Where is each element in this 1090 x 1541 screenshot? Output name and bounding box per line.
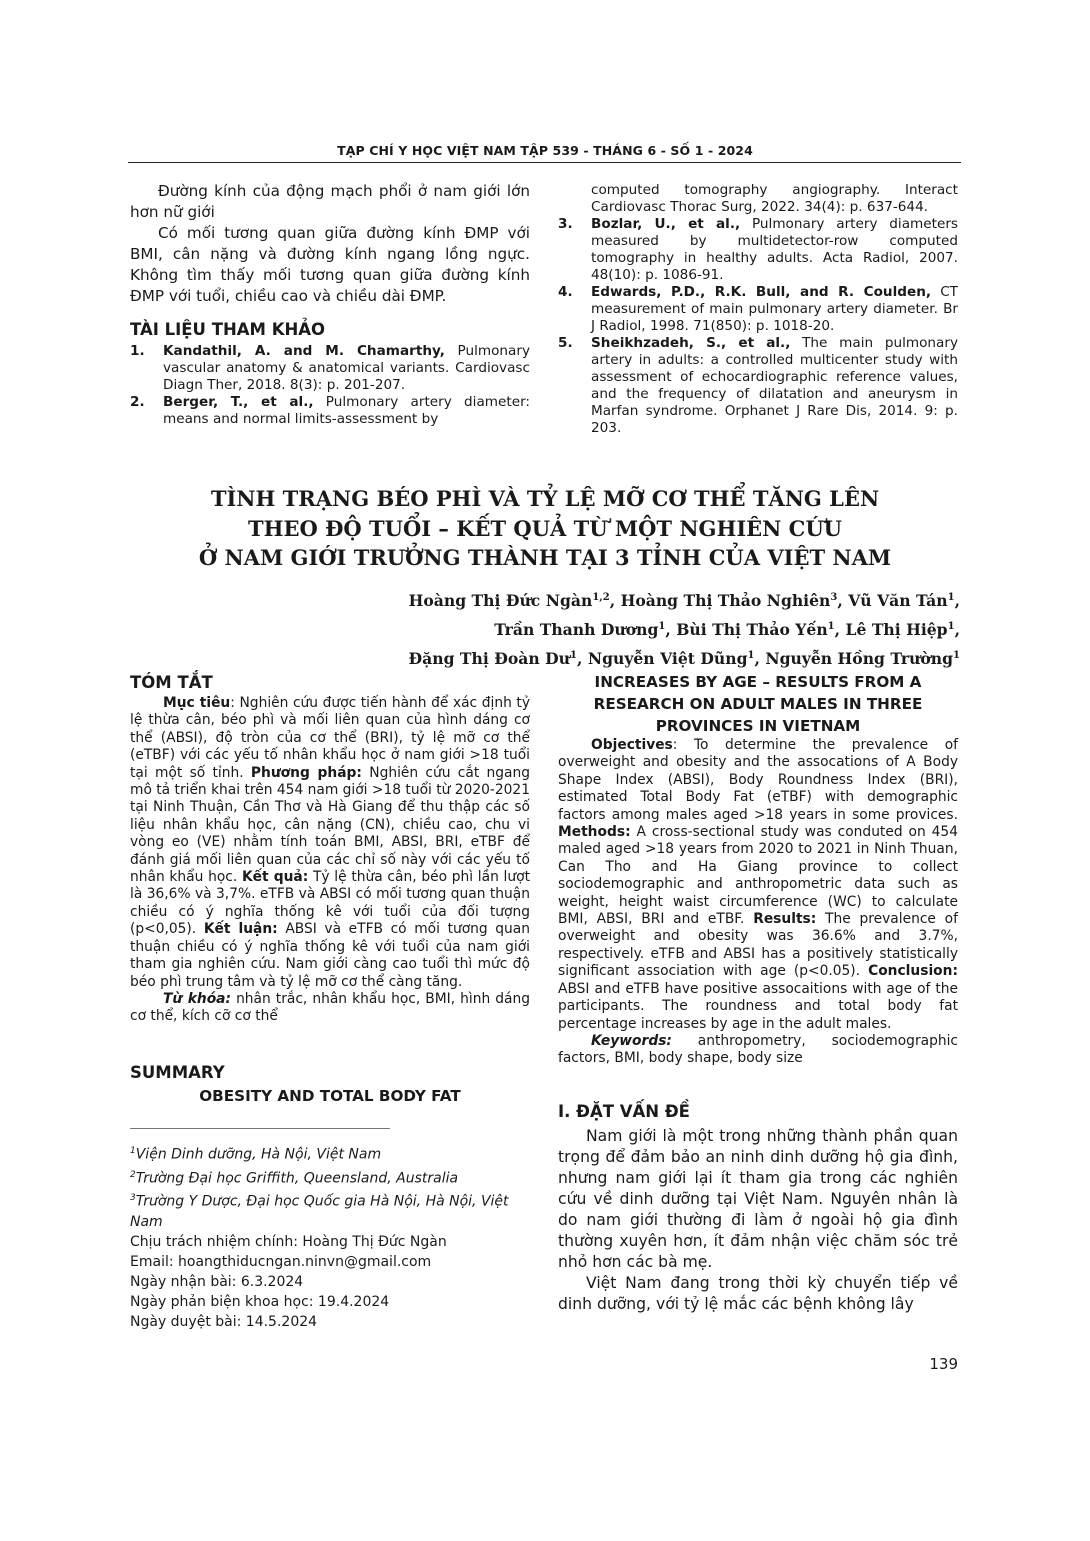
objective-label: Mục tiêu xyxy=(163,695,231,711)
author-name: Vũ Văn Tán xyxy=(848,591,948,611)
responsible-author: Chịu trách nhiệm chính: Hoàng Thị Đức Ngàn xyxy=(130,1233,447,1250)
author-name: Nguyễn Việt Dũng xyxy=(587,649,748,669)
author-name: Bùi Thị Thảo Yến xyxy=(676,620,828,640)
affiliation: $^3$Trường Y Dược, Đại học Quốc gia Hà Nội, Hà Nội, Việt Nam xyxy=(130,1193,509,1230)
reference-authors: Edwards, P.D., R.K. Bull, and R. Coulden, xyxy=(591,284,932,300)
article-title-line: Ở NAM GIỚI TRƯỞNG THÀNH TẠI 3 TỈNH CỦA VIỆT NAM xyxy=(198,545,892,570)
conclusion-label: Conclusion: xyxy=(868,963,958,980)
author-name: Lê Thị Hiệp xyxy=(845,620,948,640)
en-title-continued: INCREASES BY AGE – RESULTS FROM A RESEARCH ON ADULT MALES IN THREE PROVINCES IN VIETNAM xyxy=(593,673,923,735)
reference-continuation: computed tomography angiography. Interact Cardiovasc Thorac Surg, 2022. 34(4): p. 637-644. xyxy=(591,182,958,215)
conclusion-label: Kết luận: xyxy=(203,921,278,938)
article-title xyxy=(150,484,940,573)
article-title-line: TÌNH TRẠNG BÉO PHÌ VÀ TỶ LỆ MỠ CƠ THỂ TĂNG LÊN xyxy=(210,486,880,511)
references-list-left xyxy=(130,343,530,428)
reference-text: CT measurement of main pulmonary artery diameter. Br J Radiol, 1998. 71(850): p. 1018-20. xyxy=(591,284,958,334)
prev-conclusion xyxy=(130,181,530,307)
date-reviewed: Ngày phản biện khoa học: 19.4.2024 xyxy=(130,1293,390,1310)
reference-number: 4. xyxy=(558,284,573,300)
author-affiliation: 3 xyxy=(830,592,838,603)
author-name: Đặng Thị Đoàn Dư xyxy=(408,649,570,669)
date-received: Ngày nhận bài: 6.3.2024 xyxy=(130,1273,304,1290)
author-affiliation: 1 xyxy=(947,592,955,603)
methods-label: Phương pháp: xyxy=(250,764,362,781)
contact-email: Email: hoangthiducngan.ninvn@gmail.com xyxy=(130,1253,432,1270)
author-name: Nguyễn Hồng Trường xyxy=(765,649,954,669)
article-title-line: THEO ĐỘ TUỔI – KẾT QUẢ TỪ MỘT NGHIÊN CỨU xyxy=(248,515,842,541)
keywords-vi: Từ khóa: nhân trắc, nhân khẩu học, BMI, hình dáng cơ thể, kích cỡ cơ thể xyxy=(130,990,530,1025)
date-accepted: Ngày duyệt bài: 14.5.2024 xyxy=(130,1313,318,1330)
references-list-right xyxy=(558,182,958,437)
reference-number: 1. xyxy=(130,343,145,359)
prev-conclusion-para-1: Đường kính của động mạch phổi ở nam giới lớn hơn nữ giới xyxy=(130,182,530,221)
intro-paragraph: Việt Nam đang trong thời kỳ chuyển tiếp về dinh dưỡng, với tỷ lệ mắc các bệnh không lây xyxy=(558,1274,958,1313)
author-affiliation: 1 xyxy=(827,621,835,633)
summary-en-heading: SUMMARY xyxy=(130,1063,225,1082)
author-name: Hoàng Thị Thảo Nghiên xyxy=(620,591,831,611)
reference-authors: Sheikhzadeh, S., et al., xyxy=(591,335,791,351)
keywords-label: Từ khóa: xyxy=(163,990,232,1007)
header-rule xyxy=(128,162,961,163)
summary-vi-body xyxy=(130,695,530,1026)
keywords-label: Keywords: xyxy=(591,1032,672,1049)
references-heading: TÀI LIỆU THAM KHẢO xyxy=(130,320,326,339)
reference-text: Pulmonary artery diameters measured by multidetector-row computed tomography in healthy adults. Acta Radiol, 2007. 48(10): p. 1086-91. xyxy=(591,216,958,283)
author-affiliation: 1 xyxy=(570,650,577,662)
results-label: Kết quả: xyxy=(241,869,309,886)
author-affiliation: 1 xyxy=(658,621,666,633)
author-affiliation: 1 xyxy=(953,650,960,662)
results-label: Results: xyxy=(753,911,817,928)
reference-text: The main pulmonary artery in adults: a controlled multicenter study with assessment of echocardiographic reference values, and the frequency of dilatation and aneurysm in Marfan syndrome. Orphanet J Rare Dis, 2014. 9: p. 203. xyxy=(591,335,959,436)
reference-number: 2. xyxy=(130,394,145,410)
affiliation: $^2$Trường Đại học Griffith, Queensland, Australia xyxy=(130,1169,459,1187)
intro-paragraph: Nam giới là một trong những thành phần quan trọng để đảm bảo an ninh dinh dưỡng hộ gia đình, nhưng nam giới lại ít tham gia trong các nghiên cứu về dinh dưỡng tại Việt Nam. Nguyên nhân là do nam giới thường đi làm ở ngoài hộ gia đình thường xuyên hơn, ít đảm nhận việc chăm sóc trẻ nhỏ hơn các bà mẹ. xyxy=(558,1127,958,1271)
summary-vi-paragraph: Mục tiêu: Nghiên cứu được tiến hành để xác định tỷ lệ thừa cân, béo phì và mối liên quan của hình dáng cơ thể (ABSI), độ tròn của cơ thể (BRI), tỷ lệ mỡ cơ thể (eTBF) với các yếu tố nhân khẩu học ở nam giới >18 tuổi tại một số tỉnh. Phương pháp: Nghiên cứu cắt ngang mô tả triển khai trên 454 nam giới >18 tuổi từ 2020-2021 tại Ninh Thuận, Cần Thơ và Hà Giang để thu thập các số liệu nhân khẩu học, cân nặng (CN), chiều cao, chu vi vòng eo (VE) nhằm tính toán BMI, ABSI, BRI, eTBF để đánh giá mối liên quan của các chỉ số này với các yếu tố nhân khẩu học. Kết quả: Tỷ lệ thừa cân, béo phì lần lượt là 36,6% và 3,7%. eTFB và ABSI có mối tương quan thuận chiều có ý nghĩa thống kê với tuổi của đối tượng (p<0,05). Kết luận: ABSI và eTFB có mối tương quan thuận chiều có ý nghĩa thống kê với tuổi của nam giới tham gia nghiên cứu. Nam giới càng cao tuổi thì mức độ béo phì trung tâm và tỷ lệ mỡ cơ thể càng tăng. xyxy=(130,695,530,990)
author-line: Trần Thanh Dương$^1$, Bùi Thị Thảo Yến$^1$, Lê Thị Hiệp$^1$, xyxy=(494,620,960,640)
author-line: Hoàng Thị Đức Ngàn$^{1,2}$, Hoàng Thị Thảo Nghiên$^3$, Vũ Văn Tán$^1$, xyxy=(408,591,960,611)
prev-conclusion-para-2: Có mối tương quan giữa đường kính ĐMP với BMI, cân nặng và đường kính ngang lồng ngực. Không tìm thấy mối tương quan giữa đường kính ĐMP với tuổi, chiều cao và chiều dài ĐMP. xyxy=(130,224,530,305)
reference-item xyxy=(558,216,958,284)
author-list xyxy=(300,585,960,673)
intro-heading: I. ĐẶT VẤN ĐỀ xyxy=(558,1102,690,1121)
reference-item xyxy=(558,284,958,335)
affiliation: $^1$Viện Dinh dưỡng, Hà Nội, Việt Nam xyxy=(130,1146,382,1163)
methods-label: Methods: xyxy=(558,824,631,841)
reference-text: Pulmonary artery diameter: means and normal limits-assessment by xyxy=(163,394,530,427)
reference-authors: Bozlar, U., et al., xyxy=(591,216,741,232)
reference-number: 5. xyxy=(558,335,573,351)
page-number: 139 xyxy=(929,1355,958,1373)
reference-item xyxy=(558,335,958,437)
reference-item xyxy=(130,343,530,394)
intro-body xyxy=(558,1126,958,1315)
author-name: Hoàng Thị Đức Ngàn xyxy=(408,591,593,611)
author-affiliation: 1 xyxy=(947,621,955,633)
en-title-line-1: OBESITY AND TOTAL BODY FAT xyxy=(199,1087,461,1105)
author-line: Đặng Thị Đoàn $Dư^1$, Nguyễn Việt Dũng$^1$, Nguyễn Hồng Trường$^1$ xyxy=(408,649,960,669)
author-affiliation: 1,2 xyxy=(592,592,610,603)
author-affiliation: 1 xyxy=(747,650,755,662)
reference-authors: Kandathil, A. and M. Chamarthy, xyxy=(163,343,445,359)
keywords-en: Keywords: anthropometry, sociodemographic factors, BMI, body shape, body size xyxy=(558,1032,958,1067)
summary-en-paragraph: Objectives: To determine the prevalence of overweight and obesity and the assocations of A Body Shape Index (ABSI), Body Roundness Index (BRI), estimated Total Body Fat (eTBF) with demographic factors among males aged >18 years in some provices. Methods: A cross-sectional study was conduted on 454 maled aged >18 years from 2020 to 2021 in Ninh Thuan, Can Tho and Ha Giang province to collect sociodemographic and anthropometric data such as weight, height waist circumference (WC) to calculate BMI, ABSI, BRI and eTBF. Results: The prevalence of overweight and obesity was 36.6% and 3.7%, respectively. eTFB and ABSI has a positively statistically significant association with age (p<0.05). Conclusion: ABSI and eTFB have positive assocaitions with age of the participants. The roundness and total body fat percentage increases by age in the adult males. xyxy=(558,737,958,1032)
objective-label: Objectives xyxy=(591,737,673,753)
reference-text: Pulmonary vascular anatomy & anatomical variants. Cardiovasc Diagn Ther, 2018. 8(3): p. 201-207. xyxy=(163,343,530,393)
summary-vi-heading: TÓM TẮT xyxy=(130,673,213,692)
summary-en-body xyxy=(558,737,958,1068)
author-name: Trần Thanh Dương xyxy=(494,620,659,640)
reference-authors: Berger, T., et al., xyxy=(163,394,314,410)
footnote-rule xyxy=(130,1128,390,1129)
reference-item xyxy=(130,394,530,428)
journal-header: TẠP CHÍ Y HỌC VIỆT NAM TẬP 539 - THÁNG 6 - SỐ 1 - 2024 xyxy=(337,143,753,158)
reference-number: 3. xyxy=(558,216,573,232)
footnotes xyxy=(130,1141,530,1332)
